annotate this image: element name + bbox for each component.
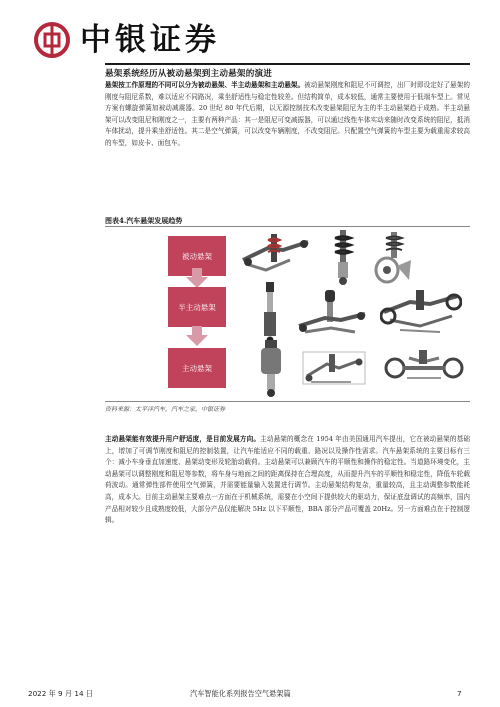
- passive-suspension-image-2: [323, 228, 363, 286]
- passive-suspension-image-1: [238, 230, 313, 278]
- passive-suspension-image-3: [373, 230, 415, 286]
- brand-name: 中银证券: [80, 22, 220, 58]
- semi-active-suspension-image-3: [380, 286, 462, 336]
- down-arrow-icon: [185, 326, 209, 346]
- paragraph-active-suspension: [105, 434, 470, 574]
- paragraph-suspension-types: [105, 80, 470, 172]
- active-suspension-image-1: [253, 340, 289, 398]
- paragraph-lead: 悬架按工作原理的不同可以分为被动悬架、半主动悬架和主动悬架。: [105, 81, 305, 89]
- active-suspension-image-3: [383, 346, 465, 390]
- paragraph-body: 主动悬架的概念在 1954 年由美国通用汽车提出，它在被动悬架的基础上，增加了可调节刚度和阻尼的控制装置，让汽车能适应不同的载重、路况以及操作性需求。汽车悬架系统的主要目标有三个：减小车身垂直加速度、悬架动变形及轮胎动载荷。主动悬架可以兼顾汽车的平顺性和操作的稳定性。当道路环境变化，主动悬架可以调整刚度和阻尼等参数，将车身与地面之间的距离保持在合理高度，从而提升汽车的平顺性和稳定性，降低车轮载荷波动。通常弹性部件使用空气弹簧，并需要能量输入装置进行调节。主动悬架结构复杂，重量较高，且主动调整参数能耗高，成本大。目前主动悬架主要难点一方面在于机械系统，需要在小空间下提供较大的驱动力，保证底盘调试的高频率，国内产品相对较少且成熟度较低，大部分产品仅能解决 5Hz 以下平顺性，BBA 部分产品可覆盖 20Hz。另一方面难点在于控制逻辑。: [105, 435, 470, 525]
- down-arrow-icon: [185, 268, 209, 288]
- semi-active-suspension-image-1: [255, 282, 285, 344]
- figure-top-rule: [105, 226, 470, 227]
- footer-date: 2022 年 9 月 14 日: [28, 689, 93, 698]
- paragraph-lead: 主动悬架能有效提升用户舒适度，是目前发展方向。: [105, 435, 261, 443]
- active-suspension-image-2: [299, 346, 369, 390]
- figure-bottom-rule: [105, 401, 470, 402]
- figure-title: 图表4.汽车悬架发展趋势: [105, 216, 183, 225]
- header-rule: [105, 63, 470, 65]
- stage-semi-active-suspension: 半主动悬架: [168, 287, 226, 327]
- semi-active-suspension-image-2: [295, 288, 367, 338]
- footer-report-name: 汽车智能化系列报告空气悬架篇: [190, 689, 291, 698]
- stage-active-suspension: 主动悬架: [168, 348, 226, 388]
- footer-page-number: 7: [457, 689, 462, 698]
- section-title: 悬架系统经历从被动悬架到主动悬架的演进: [105, 69, 273, 79]
- figure-source: 资料来源：太平洋汽车，汽车之家，中银证券: [105, 406, 226, 413]
- bank-of-china-logo-icon: [34, 22, 70, 58]
- stage-passive-suspension: 被动悬架: [168, 236, 226, 276]
- page-header: [0, 0, 500, 58]
- paragraph-body: 被动悬架刚度和阻尼不可调控，出厂时即设定好了悬架的刚度与阻尼系数，难以适应不同路况，乘坐舒适性与稳定性较差。但结构简单，成本较低，通常主要使用于低端车型上。常见方案有螺旋弹簧加被动减震器。20 世纪 80 年代后期，以无源控制技术改变悬架阻尼为主的半主动悬架趋于成熟。半主动悬架可以改变阻尼和刚度之一，主要有两种产品：其一是阻尼可变减振器，可以通过线性车体实动来随时改变系统的阻尼，抵消车体扰动，提升乘坐舒适性。其二是空气弹簧，可以改变车辆刚度，不改变阻尼。只配置空气弹簧的车型主要为载重需求较高的车型，如皮卡、面包车。: [105, 81, 471, 147]
- suspension-evolution-figure: [105, 228, 470, 400]
